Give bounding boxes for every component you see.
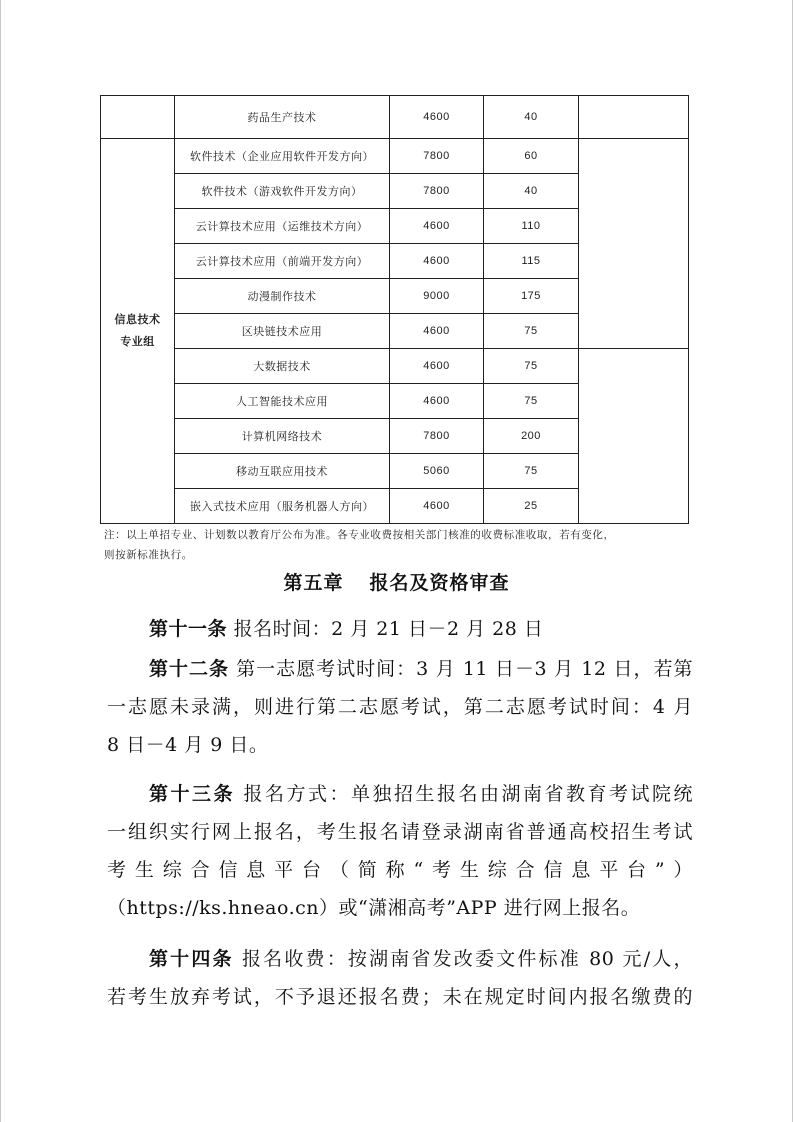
article-text: 若考生放弃考试，不予退还报名费；未在规定时间内报名缴费的 — [107, 986, 693, 1008]
article-label: 第十一条 — [149, 618, 228, 640]
major-name: 动漫制作技术 — [175, 279, 390, 314]
fee: 5060 — [390, 454, 484, 489]
remark-cell — [579, 139, 689, 349]
major-name: 嵌入式技术应用（服务机器人方向） — [175, 489, 390, 524]
article-text: 报名方式：单独招生报名由湖南省教育考试院统 — [243, 783, 693, 805]
major-name: 软件技术（企业应用软件开发方向） — [175, 139, 390, 174]
fee: 7800 — [390, 419, 484, 454]
table-row — [101, 96, 689, 139]
group-name-line1: 信息技术 — [114, 313, 161, 326]
major-name: 人工智能技术应用 — [175, 384, 390, 419]
plan-count: 75 — [484, 454, 579, 489]
group-cell — [101, 139, 175, 524]
remark-cell — [579, 349, 689, 524]
table-row — [101, 349, 689, 384]
major-name: 移动互联应用技术 — [175, 454, 390, 489]
article-text: 一志愿未录满，则进行第二志愿考试，第二志愿考试时间：4 月 — [107, 696, 693, 718]
article-12 — [107, 650, 693, 764]
major-name: 软件技术（游戏软件开发方向） — [175, 174, 390, 209]
major-name: 计算机网络技术 — [175, 419, 390, 454]
article-text: 第一志愿考试时间：3 月 11 日－3 月 12 日，若第 — [236, 658, 693, 680]
plan-count: 115 — [484, 244, 579, 279]
group-name-line2: 专业组 — [120, 335, 155, 348]
article-label: 第十四条 — [149, 948, 234, 970]
article-text: 一组织实行网上报名，考生报名请登录湖南省普通高校招生考试 — [107, 821, 693, 843]
fee: 9000 — [390, 279, 484, 314]
fee: 7800 — [390, 174, 484, 209]
article-11 — [107, 610, 693, 648]
article-label: 第十二条 — [149, 658, 230, 680]
fee: 4600 — [390, 314, 484, 349]
plan-count: 40 — [484, 96, 579, 139]
fee: 4600 — [390, 96, 484, 139]
article-text: 报名收费：按湖南省发改委文件标准 80 元/人， — [241, 948, 693, 970]
article-13 — [107, 775, 693, 927]
majors-table — [100, 95, 689, 524]
note-line: 注：以上单招专业、计划数以教育厅公布为准。各专业收费按相关部门核准的收费标准收取，若有变化， — [104, 529, 615, 541]
chapter-number: 第五章 — [283, 572, 344, 594]
fee: 4600 — [390, 244, 484, 279]
fee: 4600 — [390, 384, 484, 419]
plan-count: 25 — [484, 489, 579, 524]
plan-count: 175 — [484, 279, 579, 314]
major-name: 云计算技术应用（前端开发方向） — [175, 244, 390, 279]
remark-cell — [579, 96, 689, 139]
plan-count: 75 — [484, 384, 579, 419]
chapter-title: 报名及资格审查 — [369, 572, 510, 594]
article-text: 8 日－4 月 9 日。 — [107, 734, 269, 756]
article-text: （https://ks.hneao.cn）或“潇湘高考”APP 进行网上报名。 — [107, 897, 641, 919]
table-row — [101, 139, 689, 174]
chapter-heading — [0, 568, 793, 595]
major-name: 云计算技术应用（运维技术方向） — [175, 209, 390, 244]
fee: 4600 — [390, 209, 484, 244]
plan-count: 200 — [484, 419, 579, 454]
group-cell-empty — [101, 96, 175, 139]
plan-count: 75 — [484, 349, 579, 384]
major-name: 区块链技术应用 — [175, 314, 390, 349]
fee: 4600 — [390, 489, 484, 524]
article-text: 报名时间：2 月 21 日－2 月 28 日 — [233, 618, 544, 640]
major-name: 药品生产技术 — [175, 96, 390, 139]
plan-count: 110 — [484, 209, 579, 244]
fee: 7800 — [390, 139, 484, 174]
article-text: 考生综合信息平台（简称“考生综合信息平台”） — [107, 859, 693, 881]
note-line: 则按新标准执行。 — [104, 549, 193, 561]
fee: 4600 — [390, 349, 484, 384]
plan-count: 60 — [484, 139, 579, 174]
plan-count: 75 — [484, 314, 579, 349]
article-14 — [107, 940, 693, 1016]
table-note — [104, 525, 694, 565]
plan-count: 40 — [484, 174, 579, 209]
major-name: 大数据技术 — [175, 349, 390, 384]
article-label: 第十三条 — [149, 783, 235, 805]
